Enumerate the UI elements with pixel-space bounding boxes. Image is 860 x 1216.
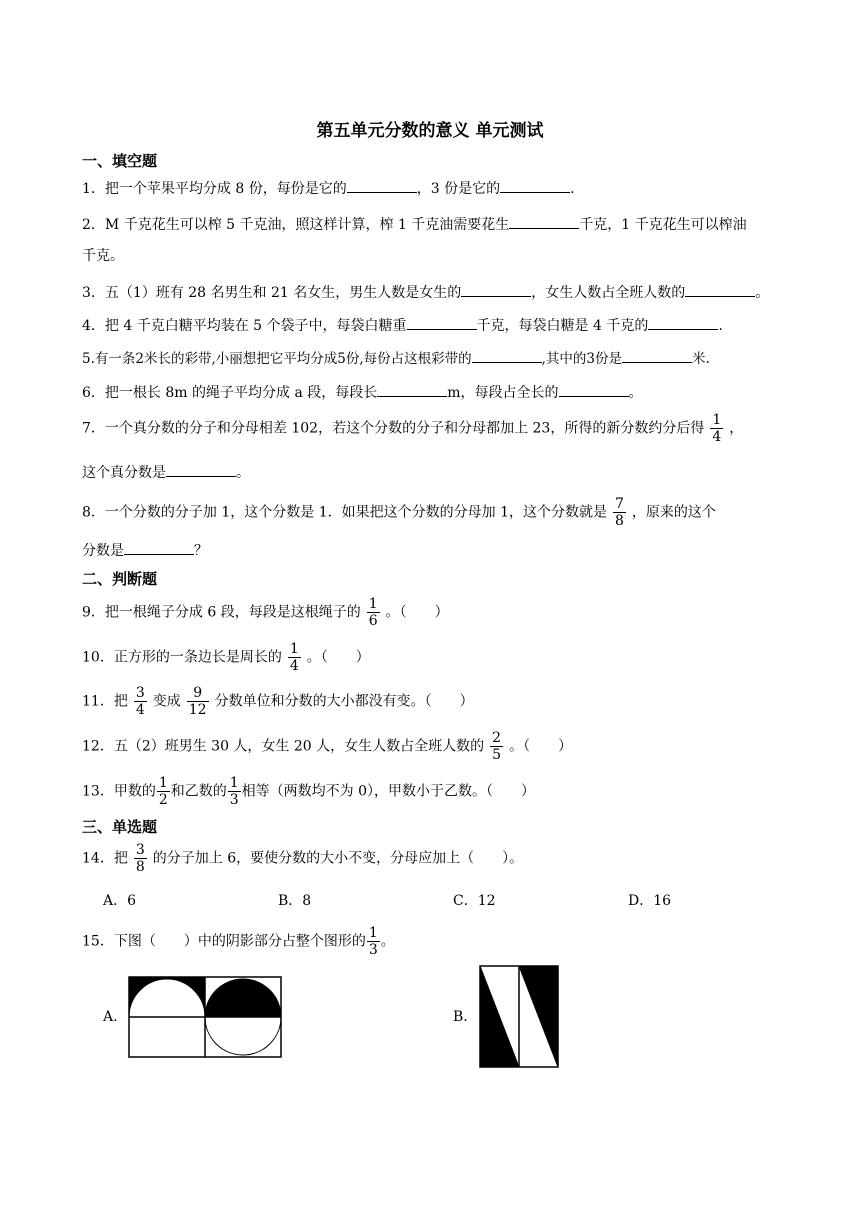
q15-figure-b[interactable] bbox=[479, 965, 560, 1069]
q3-text-c: 。 bbox=[755, 285, 770, 301]
question-7 bbox=[82, 412, 743, 445]
q4-blank-2[interactable] bbox=[648, 315, 718, 330]
q9-text-a: 9．把一根绳子分成 6 段，每段是这根绳子的 bbox=[82, 604, 361, 621]
q11-text-b: 变成 bbox=[152, 693, 181, 710]
figure-a-bottom-right-white bbox=[205, 1017, 281, 1057]
q8-fraction: $\frac{7}{8}$ bbox=[614, 496, 624, 529]
q14-text-a: 14．把 bbox=[82, 850, 128, 867]
q14-option-d[interactable]: D．16 bbox=[628, 893, 672, 909]
page-title: 第五单元分数的意义 单元测试 bbox=[316, 121, 544, 141]
q1-text-c: . bbox=[570, 181, 575, 197]
q11-fraction-2: $\frac{9}{12}$ bbox=[188, 685, 207, 718]
q7-blank-1[interactable] bbox=[166, 462, 236, 477]
q8-text-b: ，原来的这个 bbox=[631, 504, 716, 521]
q2-text-b: 千克，1 千克花生可以榨油 bbox=[579, 217, 747, 233]
q7-fraction: $\frac{1}{4}$ bbox=[712, 412, 722, 445]
question-5 bbox=[82, 348, 710, 369]
question-1 bbox=[82, 178, 575, 199]
question-15 bbox=[82, 925, 395, 958]
q2-blank-1[interactable] bbox=[509, 214, 579, 229]
q8-text-d: ？ bbox=[194, 543, 208, 559]
q14-text-b: 的分子加上 6，要使分数的大小不变，分母应加上（ ）。 bbox=[152, 850, 524, 867]
question-3 bbox=[82, 282, 769, 303]
q15-figure-a[interactable] bbox=[128, 976, 282, 1058]
q6-text-b: m，每段占全长的 bbox=[447, 385, 559, 401]
q3-text-b: ，女生人数占全班人数的 bbox=[531, 285, 686, 301]
q7-text-c: 这个真分数是 bbox=[82, 465, 166, 481]
q7-text-b: ， bbox=[729, 420, 744, 437]
question-12 bbox=[82, 730, 572, 763]
question-8 bbox=[82, 496, 716, 529]
q7-text-a: 7．一个真分数的分子和分母相差 102，若这个分数的分子和分母都加上 23，所得的新分数约分后得 bbox=[82, 420, 705, 437]
question-4 bbox=[82, 315, 723, 336]
q8-text-a: 8．一个分数的分子加 1，这个分数是 1．如果把这个分数的分母加 1，这个分数就是 bbox=[82, 504, 607, 521]
q4-blank-1[interactable] bbox=[407, 315, 477, 330]
q6-blank-2[interactable] bbox=[559, 382, 629, 397]
section-fill-in-heading: 一、填空题 bbox=[82, 152, 158, 170]
q1-text-a: 1．把一个苹果平均分成 8 份，每份是它的 bbox=[82, 181, 347, 197]
q4-text-c: . bbox=[718, 318, 723, 334]
question-13 bbox=[82, 775, 535, 808]
question-6 bbox=[82, 382, 643, 403]
q8-text-c: 分数是 bbox=[82, 543, 124, 559]
section-judge-heading: 二、判断题 bbox=[82, 570, 158, 588]
q4-text-b: 千克，每袋白糖是 4 千克的 bbox=[476, 318, 649, 334]
q3-text-a: 3．五（1）班有 28 名男生和 21 名女生，男生人数是女生的 bbox=[82, 285, 462, 301]
figure-a-bottom-left-white bbox=[129, 1017, 205, 1057]
q15-text-a: 15．下图（ ）中的阴影部分占整个图形的 bbox=[82, 933, 366, 950]
q15-option-b-label[interactable]: B. bbox=[453, 1009, 468, 1025]
q15-text-b: 。 bbox=[380, 933, 395, 950]
q5-blank-2[interactable] bbox=[622, 348, 692, 363]
q10-fraction: $\frac{1}{4}$ bbox=[289, 641, 299, 674]
q11-text-a: 11．把 bbox=[82, 693, 128, 710]
q8-blank-1[interactable] bbox=[124, 540, 194, 555]
q13-text-c: 相等（两数均不为 0），甲数小于乙数。（ ） bbox=[241, 783, 536, 800]
q3-blank-2[interactable] bbox=[685, 282, 755, 297]
q13-text-b: 和乙数的 bbox=[170, 783, 227, 800]
question-11 bbox=[82, 685, 474, 718]
q11-fraction-1: $\frac{3}{4}$ bbox=[135, 685, 145, 718]
q15-fraction: $\frac{1}{3}$ bbox=[368, 925, 378, 958]
q13-text-a: 13．甲数的 bbox=[82, 783, 156, 800]
q13-fraction-1: $\frac{1}{2}$ bbox=[158, 775, 168, 808]
q10-text-b: 。（ ） bbox=[306, 649, 370, 666]
question-8-cont bbox=[82, 540, 208, 561]
q12-text-b: 。（ ） bbox=[509, 738, 573, 755]
q6-blank-1[interactable] bbox=[377, 382, 447, 397]
q5-blank-1[interactable] bbox=[472, 348, 542, 363]
q15-option-a-label[interactable]: A. bbox=[103, 1009, 118, 1025]
question-2 bbox=[82, 214, 747, 235]
question-2-cont bbox=[82, 246, 124, 266]
section-choice-heading: 三、单选题 bbox=[82, 818, 158, 836]
q4-text-a: 4．把 4 千克白糖平均装在 5 个袋子中，每袋白糖重 bbox=[82, 318, 407, 334]
question-7-cont bbox=[82, 462, 250, 483]
q9-fraction: $\frac{1}{6}$ bbox=[368, 596, 378, 629]
q6-text-c: 。 bbox=[628, 385, 643, 401]
q14-option-a[interactable]: A．6 bbox=[103, 893, 137, 909]
q3-blank-1[interactable] bbox=[461, 282, 531, 297]
q1-blank-2[interactable] bbox=[500, 178, 570, 193]
q1-blank-1[interactable] bbox=[347, 178, 417, 193]
q2-text-c: 千克。 bbox=[82, 248, 124, 264]
q1-text-b: ，3 份是它的 bbox=[416, 181, 501, 197]
q9-text-b: 。（ ） bbox=[385, 604, 449, 621]
q7-text-d: 。 bbox=[236, 465, 250, 481]
question-9 bbox=[82, 596, 449, 629]
q12-text-a: 12．五（2）班男生 30 人，女生 20 人，女生人数占全班人数的 bbox=[82, 738, 485, 755]
q11-text-c: 分数单位和分数的大小都没有变。（ ） bbox=[214, 693, 474, 710]
q12-fraction: $\frac{2}{5}$ bbox=[492, 730, 502, 763]
q6-text-a: 6．把一根长 8m 的绳子平均分成 a 段，每段长 bbox=[82, 385, 378, 401]
q14-fraction: $\frac{3}{8}$ bbox=[135, 842, 145, 875]
q2-text-a: 2．M 千克花生可以榨 5 千克油，照这样计算，榨 1 千克油需要花生 bbox=[82, 217, 510, 233]
q5-text-c: 米. bbox=[692, 351, 710, 367]
question-10 bbox=[82, 641, 370, 674]
q5-text-b: ,其中的3份是 bbox=[541, 351, 623, 367]
q13-fraction-2: $\frac{1}{3}$ bbox=[229, 775, 239, 808]
q5-text-a: 5.有一条2米长的彩带,小丽想把它平均分成5份,每份占这根彩带的 bbox=[82, 351, 472, 367]
q14-option-b[interactable]: B．8 bbox=[278, 893, 312, 909]
question-14 bbox=[82, 842, 523, 875]
q10-text-a: 10．正方形的一条边长是周长的 bbox=[82, 649, 282, 666]
q14-option-c[interactable]: C．12 bbox=[453, 893, 496, 909]
